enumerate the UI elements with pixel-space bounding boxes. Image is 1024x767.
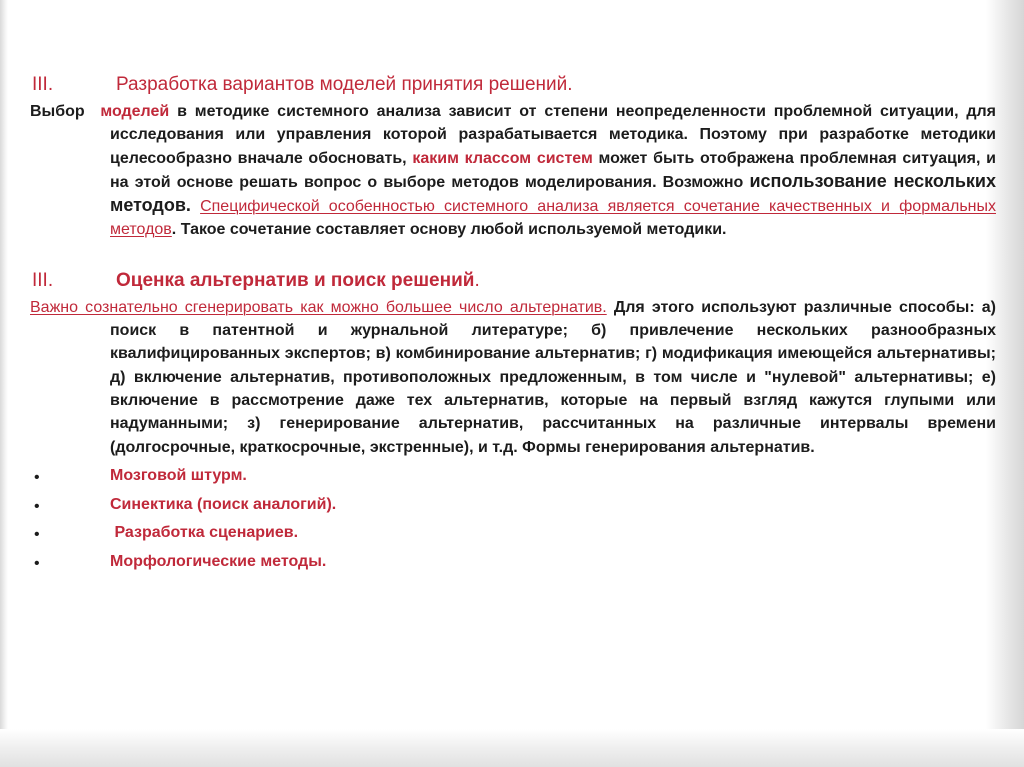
list-item <box>30 465 996 494</box>
section-1-heading <box>30 68 996 100</box>
section-2-number: III. <box>32 269 54 291</box>
section-1-number: III. <box>32 74 54 95</box>
bullet-dot-icon: • <box>34 555 40 573</box>
section-1-paragraph <box>30 100 996 242</box>
section-1-text-1: в методике системного анализа зависит от степени неопределенности проблемной ситуации, для исследования или управления которой разрабатывается методика. Поэтому при разработке методики целесообразно вначале обосновать, <box>110 103 996 167</box>
section-2-title-text: Оценка альтернатив и поиск решений <box>116 269 475 291</box>
generation-forms-list <box>30 465 996 580</box>
list-item-text: Морфологические методы. <box>110 553 327 571</box>
section-1-spacer <box>191 198 200 215</box>
section-1-text-3: . Такое сочетание составляет основу любой используемой методики. <box>171 221 727 239</box>
system-class-highlight: каким классом систем <box>412 149 593 167</box>
list-item <box>30 494 996 523</box>
section-2-text: Для этого используют различные способы: а) поиск в патентной и журнальной литературе; б) привлечение нескольких разнообразных квалифицированных экспертов; в) комбинирование альтернатив; г) модификация имеющейся альтернативы; д) включение альтернатив, противоположных предложенным, в том числе и "нулевой" альтернативы; е) включение в рассмотрение даже тех альтернатив, которые на первый взгляд кажутся глупыми или надуманными; з) генерирование альтернатив, рассчитанных на различные интервалы времени (долгосрочные, краткосрочные, экстренные), и т.д. Формы генерирования альтернатив. <box>110 298 997 456</box>
list-item <box>30 551 996 580</box>
list-item-text: Синектика (поиск аналогий). <box>110 495 337 513</box>
section-2-paragraph <box>30 296 996 459</box>
section-2-heading <box>30 264 996 296</box>
slide-content <box>30 68 996 580</box>
list-item <box>30 522 996 551</box>
list-item-text: Мозговой штурм. <box>110 466 247 484</box>
section-2-title <box>116 270 480 292</box>
system-analysis-feature-highlight: Специфической особенностью системного анализа является сочетание качественных и формальных методов <box>110 198 996 239</box>
section-2-title-dot: . <box>474 269 480 291</box>
models-highlight: моделей <box>100 103 170 120</box>
bottom-frame-shade <box>0 729 1024 767</box>
generate-alternatives-highlight: Важно сознательно сгенерировать как можно большее число альтернатив. <box>30 298 607 316</box>
left-frame-shade <box>0 0 8 767</box>
bullet-dot-icon: • <box>34 497 40 515</box>
section-1-title: Разработка вариантов моделей принятия решений. <box>116 74 573 95</box>
list-item-text: Разработка сценариев. <box>110 524 299 542</box>
bullet-dot-icon: • <box>34 526 40 544</box>
multiple-methods-emphasis: использование нескольких методов. <box>110 170 997 216</box>
bullet-dot-icon: • <box>34 468 40 486</box>
section-1-text-2: может быть отображена проблемная ситуация, и на этой основе решать вопрос о выборе методов моделирования. Возможно <box>110 149 996 191</box>
section-1-lead-word: Выбор <box>30 103 85 120</box>
